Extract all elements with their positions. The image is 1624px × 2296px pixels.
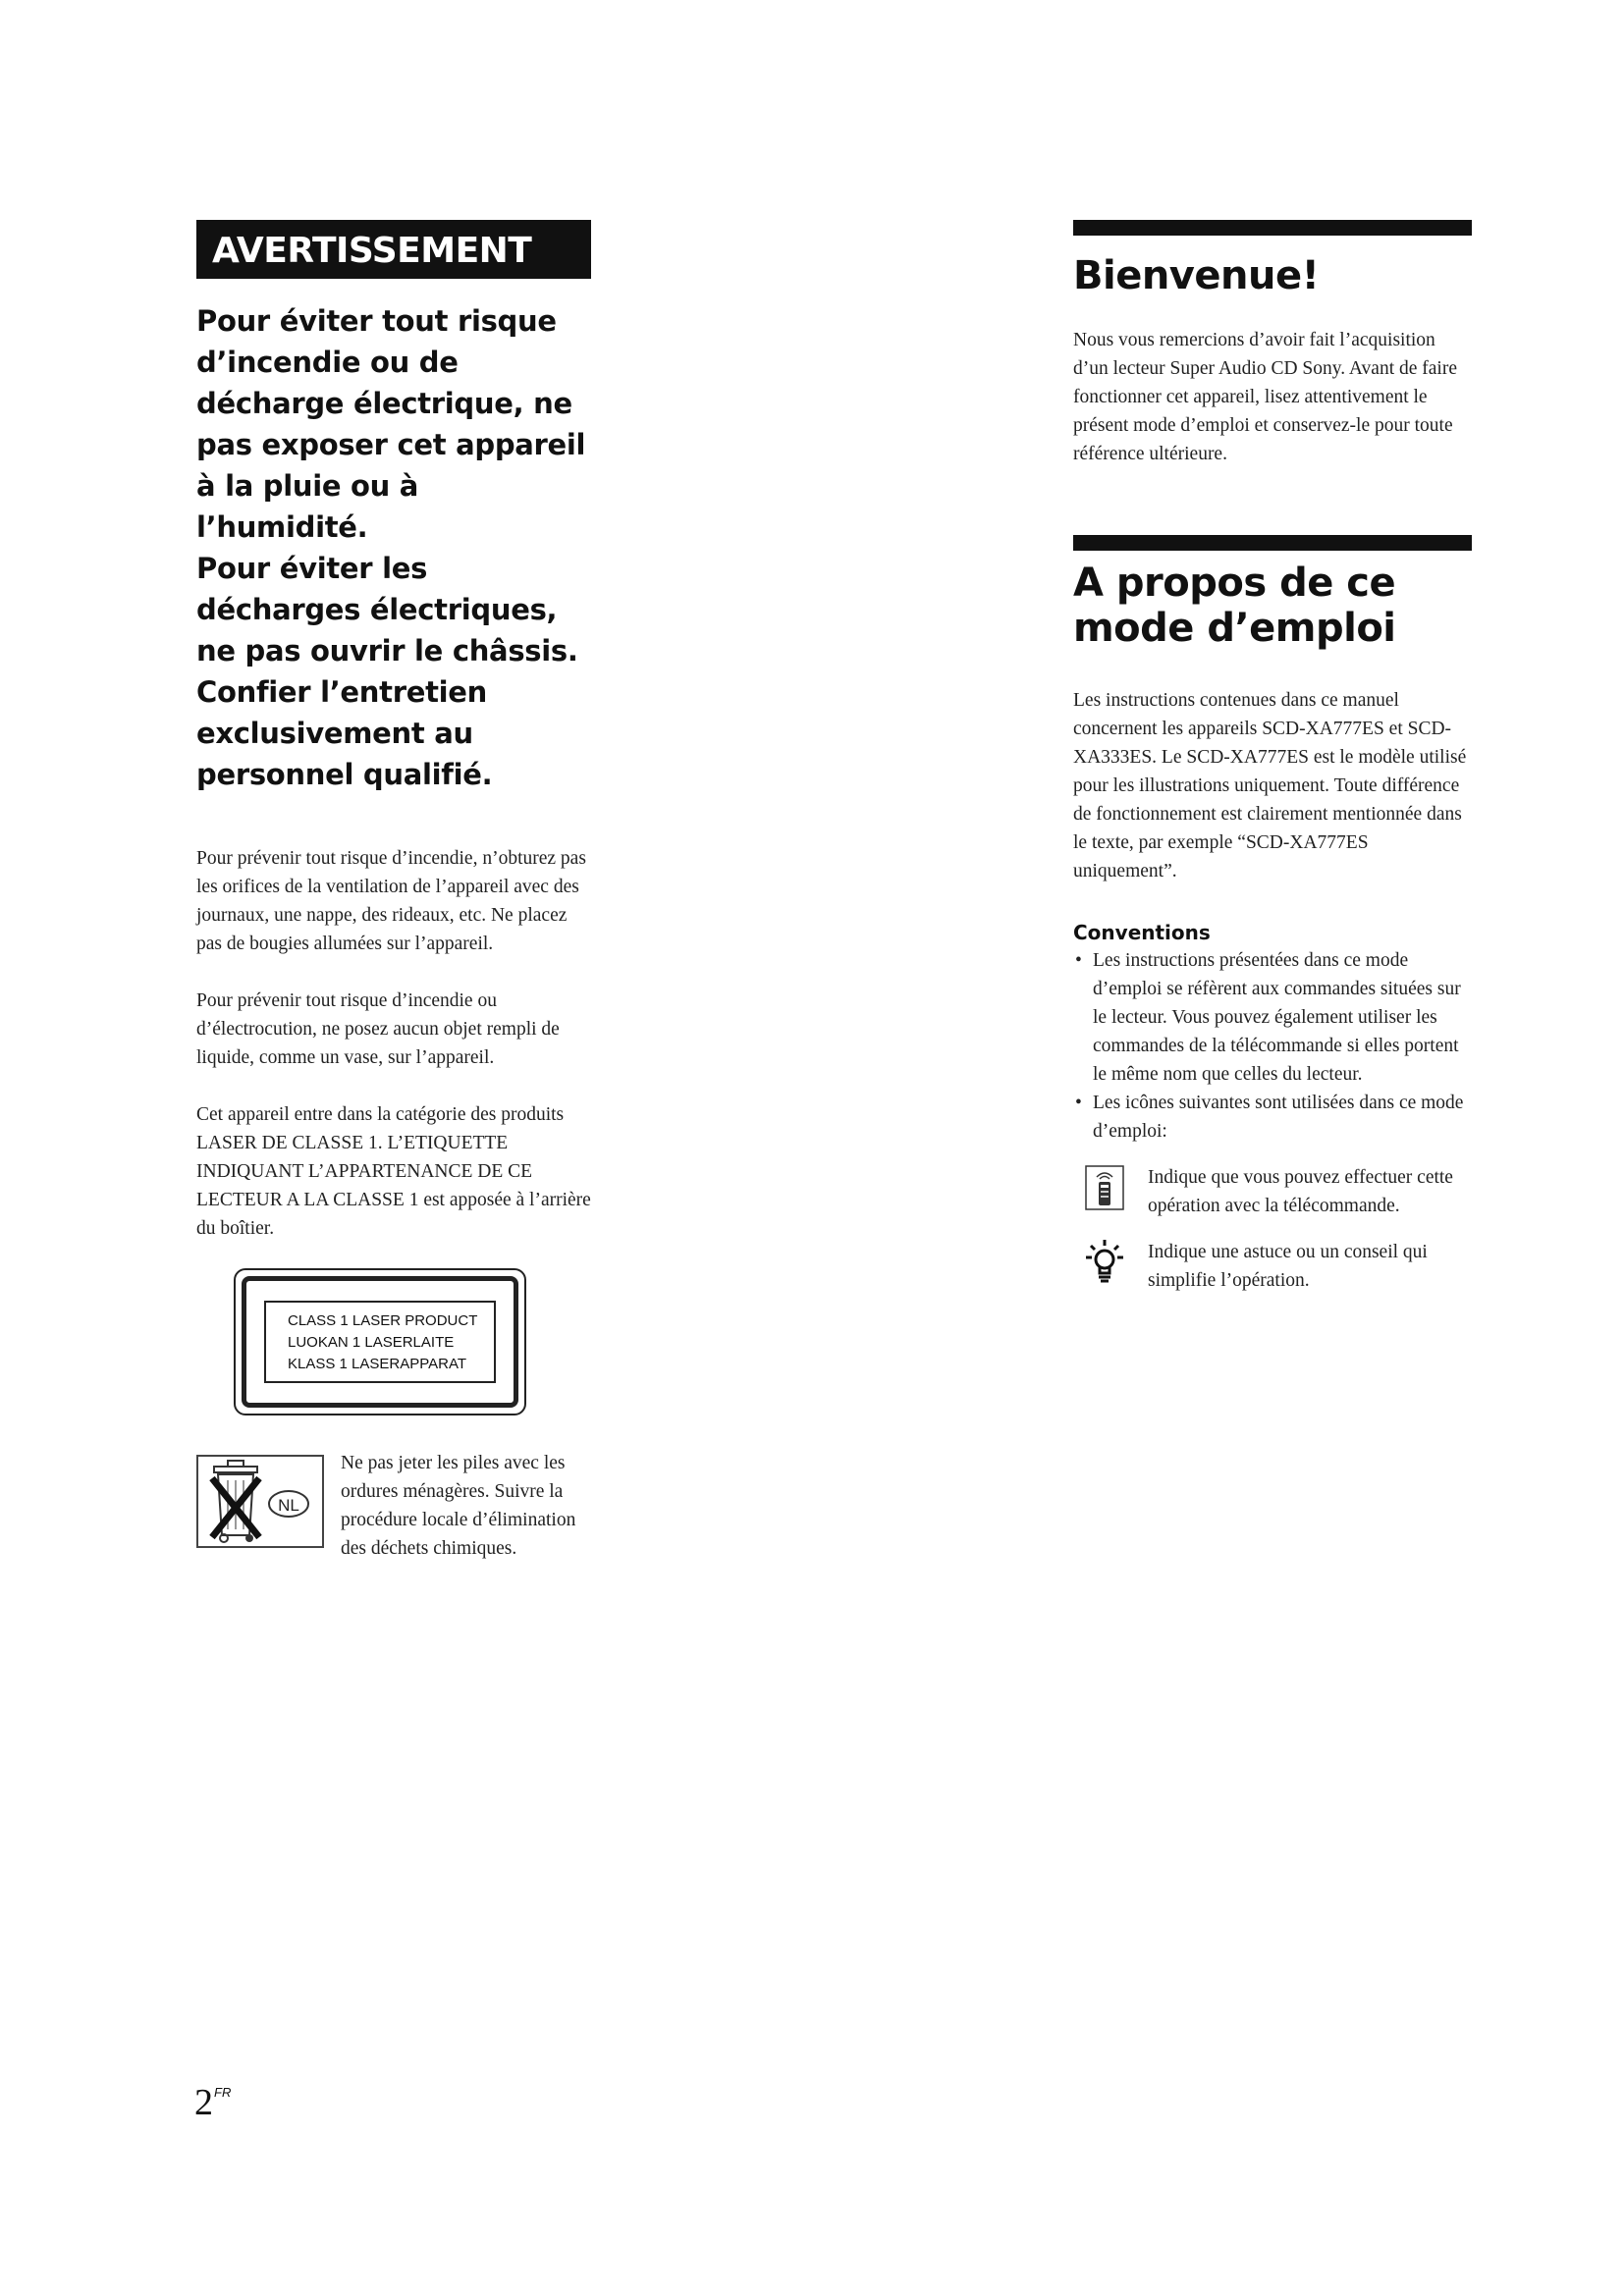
remote-icon-legend bbox=[1073, 1163, 1472, 1220]
bullet-dot: • bbox=[1075, 1093, 1082, 1113]
liquid-paragraph: Pour prévenir tout risque d’incendie ou d’électrocution, ne posez aucun objet rempli de liquide, comme un vase, sur l’appareil. bbox=[196, 990, 560, 1068]
laser-label-line: KLASS 1 LASERAPPARAT bbox=[288, 1356, 467, 1372]
tip-icon-text: Indique une astuce ou un conseil qui simplifie l’opération. bbox=[1148, 1242, 1428, 1291]
conventions-title: Conventions bbox=[1073, 921, 1211, 944]
battery-badge-text: NL bbox=[278, 1496, 299, 1515]
list-item: • Les icônes suivantes sont utilisées dans ce mode d’emploi: bbox=[1073, 1089, 1472, 1146]
right-column bbox=[1073, 220, 1472, 1295]
crossed-bin-icon bbox=[196, 1455, 324, 1548]
bullet-dot: • bbox=[1075, 950, 1082, 971]
fire-ventilation-paragraph: Pour prévenir tout risque d’incendie, n’obturez pas les orifices de la ventilation de l’appareil avec des journaux, une nappe, des rideaux, etc. Ne placez pas de bougies allumées sur l’appareil. bbox=[196, 848, 586, 954]
warning-line-1: Pour éviter tout risque d’incendie ou de décharge électrique, ne pas exposer cet appareil à la pluie ou à l’humidité. bbox=[196, 304, 586, 544]
lightbulb-icon bbox=[1083, 1238, 1126, 1285]
laser-class-paragraph: Cet appareil entre dans la catégorie des produits LASER DE CLASSE 1. L’ETIQUETTE INDIQUANT L’APPARTENANCE DE CE LECTEUR A LA CLASSE 1 est apposée à l’arrière du boîtier. bbox=[196, 1104, 591, 1239]
page-suffix: FR bbox=[214, 2085, 232, 2100]
warning-text bbox=[196, 300, 597, 795]
remote-icon-text: Indique que vous pouvez effectuer cette opération avec la télécommande. bbox=[1148, 1167, 1453, 1216]
laser-label-line: LUOKAN 1 LASERLAITE bbox=[288, 1334, 455, 1351]
about-paragraph: Les instructions contenues dans ce manuel concernent les appareils SCD-XA777ES et SCD-XA333ES. Le SCD-XA777ES est le modèle utilisé pour les illustrations uniquement. Toute différence de fonctionnement est clairement mentionnée dans le texte, par exemple “SCD-XA777ES uniquement”. bbox=[1073, 690, 1467, 881]
laser-label bbox=[234, 1268, 526, 1415]
laser-label-line: CLASS 1 LASER PRODUCT bbox=[288, 1312, 478, 1329]
welcome-paragraph: Nous vous remercions d’avoir fait l’acquisition d’un lecteur Super Audio CD Sony. Avant de faire fonctionner cet appareil, lisez attentivement le présent mode d’emploi et conservez-le pour toute référence ultérieure. bbox=[1073, 330, 1457, 464]
about-title: A propos de ce mode d’emploi bbox=[1073, 561, 1396, 651]
warning-line-2: Pour éviter les décharges électriques, ne pas ouvrir le châssis. Confier l’entretien exclusivement au personnel qualifié. bbox=[196, 552, 578, 791]
section-rule bbox=[1073, 535, 1472, 551]
page-number: $2^{FR}$ bbox=[194, 2082, 232, 2123]
tip-icon-legend bbox=[1073, 1238, 1472, 1295]
battery-disposal-text: Ne pas jeter les piles avec les ordures ménagères. Suivre la procédure locale d’élimination des déchets chimiques. bbox=[341, 1453, 576, 1559]
section-rule bbox=[1073, 220, 1472, 236]
left-column bbox=[196, 220, 597, 1563]
battery-disposal-notice bbox=[196, 1455, 597, 1563]
welcome-title: Bienvenue! bbox=[1073, 253, 1320, 298]
remote-control-icon bbox=[1085, 1165, 1124, 1210]
conventions-list bbox=[1073, 946, 1472, 1146]
warning-heading: AVERTISSEMENT bbox=[196, 220, 591, 279]
list-item: • Les instructions présentées dans ce mode d’emploi se réfèrent aux commandes situées sur le lecteur. Vous pouvez également utiliser les commandes de la télécommande si elles portent le même nom que celles du lecteur. bbox=[1073, 946, 1472, 1089]
